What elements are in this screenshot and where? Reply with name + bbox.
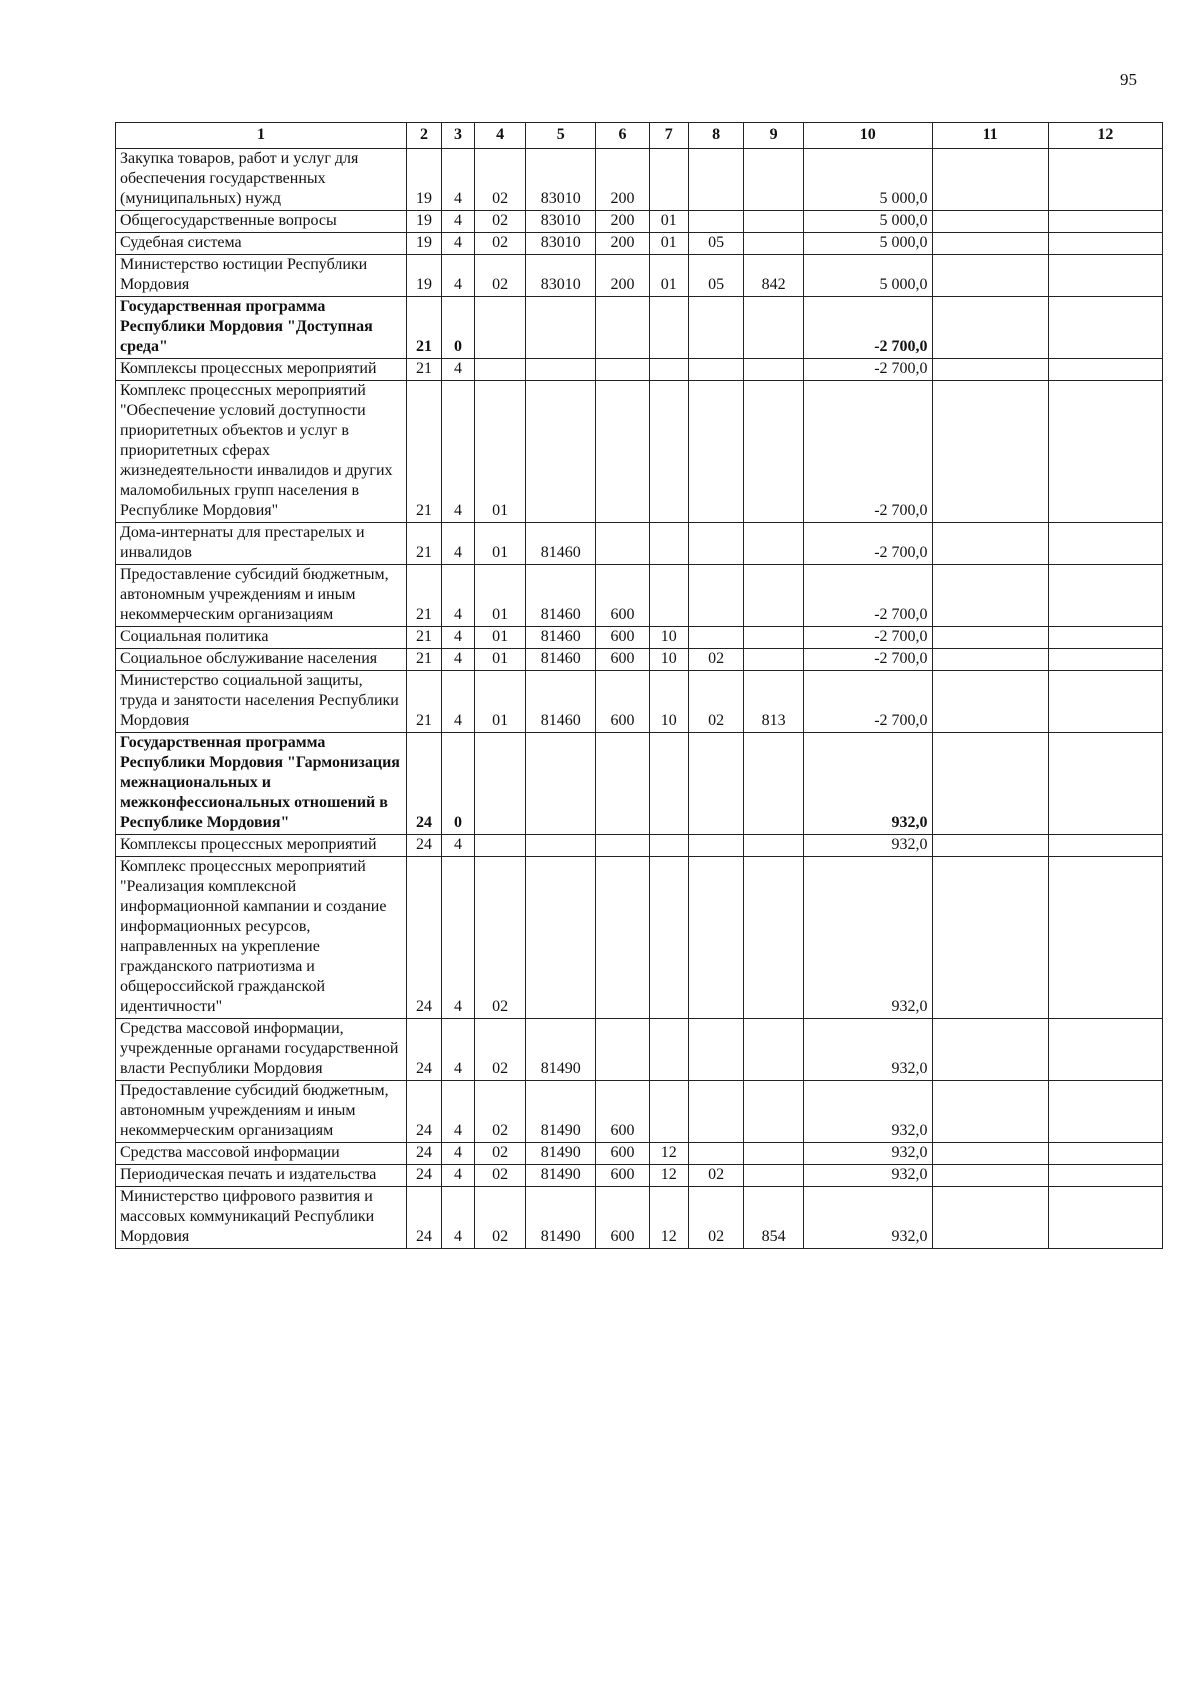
code-9-cell bbox=[744, 835, 804, 857]
code-4-cell: 01 bbox=[474, 523, 525, 565]
code-4-cell: 02 bbox=[474, 211, 525, 233]
table-row bbox=[116, 359, 1163, 381]
col-12-cell bbox=[1048, 857, 1162, 1019]
col-11-cell bbox=[932, 671, 1048, 733]
code-4-cell bbox=[474, 359, 525, 381]
code-7-cell: 12 bbox=[649, 1187, 688, 1249]
code-3-cell: 4 bbox=[442, 211, 475, 233]
code-9-cell bbox=[744, 297, 804, 359]
item-name-cell: Закупка товаров, работ и услуг для обеспечения государственных (муниципальных) нужд bbox=[116, 149, 407, 211]
amount-cell: 932,0 bbox=[803, 835, 932, 857]
code-2-cell: 19 bbox=[407, 211, 442, 233]
code-4-cell: 02 bbox=[474, 1187, 525, 1249]
code-5-cell: 83010 bbox=[526, 255, 596, 297]
code-3-cell: 4 bbox=[442, 565, 475, 627]
table-row bbox=[116, 381, 1163, 523]
col-11-cell bbox=[932, 627, 1048, 649]
code-8-cell bbox=[688, 523, 744, 565]
code-5-cell: 81460 bbox=[526, 523, 596, 565]
col-header-6: 6 bbox=[596, 123, 649, 149]
code-9-cell bbox=[744, 1165, 804, 1187]
item-name-cell: Социальное обслуживание населения bbox=[116, 649, 407, 671]
code-2-cell: 24 bbox=[407, 857, 442, 1019]
code-8-cell: 02 bbox=[688, 649, 744, 671]
code-7-cell bbox=[649, 149, 688, 211]
code-2-cell: 21 bbox=[407, 523, 442, 565]
code-6-cell: 600 bbox=[596, 627, 649, 649]
col-11-cell bbox=[932, 1143, 1048, 1165]
code-2-cell: 21 bbox=[407, 627, 442, 649]
code-7-cell bbox=[649, 857, 688, 1019]
code-5-cell: 81490 bbox=[526, 1019, 596, 1081]
code-7-cell: 01 bbox=[649, 255, 688, 297]
item-name-cell: Министерство юстиции Республики Мордовия bbox=[116, 255, 407, 297]
amount-cell: 5 000,0 bbox=[803, 255, 932, 297]
code-4-cell: 02 bbox=[474, 1019, 525, 1081]
code-7-cell bbox=[649, 1081, 688, 1143]
item-name-cell: Комплексы процессных мероприятий bbox=[116, 835, 407, 857]
code-3-cell: 4 bbox=[442, 523, 475, 565]
amount-cell: 932,0 bbox=[803, 857, 932, 1019]
table-row bbox=[116, 1081, 1163, 1143]
code-7-cell bbox=[649, 297, 688, 359]
code-2-cell: 21 bbox=[407, 565, 442, 627]
amount-cell: -2 700,0 bbox=[803, 297, 932, 359]
code-2-cell: 24 bbox=[407, 1165, 442, 1187]
table-row bbox=[116, 1165, 1163, 1187]
code-3-cell: 4 bbox=[442, 1081, 475, 1143]
code-8-cell bbox=[688, 857, 744, 1019]
code-7-cell bbox=[649, 523, 688, 565]
code-7-cell: 12 bbox=[649, 1143, 688, 1165]
code-9-cell bbox=[744, 1019, 804, 1081]
code-4-cell bbox=[474, 297, 525, 359]
code-4-cell: 02 bbox=[474, 149, 525, 211]
code-3-cell: 4 bbox=[442, 1165, 475, 1187]
code-9-cell: 813 bbox=[744, 671, 804, 733]
code-3-cell: 4 bbox=[442, 255, 475, 297]
item-name-cell: Комплексы процессных мероприятий bbox=[116, 359, 407, 381]
code-6-cell: 600 bbox=[596, 1081, 649, 1143]
table-row bbox=[116, 1019, 1163, 1081]
col-11-cell bbox=[932, 835, 1048, 857]
code-4-cell: 01 bbox=[474, 649, 525, 671]
code-7-cell: 10 bbox=[649, 627, 688, 649]
code-5-cell: 83010 bbox=[526, 233, 596, 255]
code-6-cell: 200 bbox=[596, 211, 649, 233]
code-9-cell: 854 bbox=[744, 1187, 804, 1249]
code-7-cell: 01 bbox=[649, 211, 688, 233]
table-row bbox=[116, 835, 1163, 857]
item-name-cell: Социальная политика bbox=[116, 627, 407, 649]
code-7-cell: 10 bbox=[649, 671, 688, 733]
code-5-cell: 83010 bbox=[526, 211, 596, 233]
code-7-cell bbox=[649, 1019, 688, 1081]
code-5-cell: 81460 bbox=[526, 565, 596, 627]
code-9-cell bbox=[744, 381, 804, 523]
amount-cell: 932,0 bbox=[803, 1187, 932, 1249]
code-2-cell: 21 bbox=[407, 381, 442, 523]
code-8-cell: 02 bbox=[688, 1187, 744, 1249]
code-6-cell: 600 bbox=[596, 1143, 649, 1165]
code-2-cell: 24 bbox=[407, 835, 442, 857]
code-3-cell: 4 bbox=[442, 671, 475, 733]
amount-cell: -2 700,0 bbox=[803, 649, 932, 671]
col-11-cell bbox=[932, 1165, 1048, 1187]
item-name-cell: Предоставление субсидий бюджетным, автономным учреждениям и иным некоммерческим организациям bbox=[116, 1081, 407, 1143]
code-9-cell bbox=[744, 649, 804, 671]
amount-cell: 932,0 bbox=[803, 1019, 932, 1081]
item-name-cell: Средства массовой информации bbox=[116, 1143, 407, 1165]
item-name-cell: Предоставление субсидий бюджетным, автономным учреждениям и иным некоммерческим организациям bbox=[116, 565, 407, 627]
code-6-cell bbox=[596, 297, 649, 359]
col-11-cell bbox=[932, 211, 1048, 233]
col-12-cell bbox=[1048, 1019, 1162, 1081]
amount-cell: 932,0 bbox=[803, 1165, 932, 1187]
col-header-8: 8 bbox=[688, 123, 744, 149]
col-header-2: 2 bbox=[407, 123, 442, 149]
col-12-cell bbox=[1048, 359, 1162, 381]
amount-cell: 932,0 bbox=[803, 1081, 932, 1143]
code-3-cell: 4 bbox=[442, 381, 475, 523]
amount-cell: 5 000,0 bbox=[803, 233, 932, 255]
code-5-cell: 81490 bbox=[526, 1165, 596, 1187]
code-6-cell: 600 bbox=[596, 671, 649, 733]
code-6-cell bbox=[596, 381, 649, 523]
code-6-cell bbox=[596, 857, 649, 1019]
code-9-cell bbox=[744, 233, 804, 255]
col-12-cell bbox=[1048, 649, 1162, 671]
table-row bbox=[116, 1143, 1163, 1165]
item-name-cell: Министерство цифрового развития и массовых коммуникаций Республики Мордовия bbox=[116, 1187, 407, 1249]
amount-cell: 932,0 bbox=[803, 1143, 932, 1165]
col-12-cell bbox=[1048, 381, 1162, 523]
table-row bbox=[116, 671, 1163, 733]
code-4-cell bbox=[474, 733, 525, 835]
code-4-cell: 02 bbox=[474, 857, 525, 1019]
code-8-cell: 02 bbox=[688, 1165, 744, 1187]
col-12-cell bbox=[1048, 671, 1162, 733]
col-11-cell bbox=[932, 523, 1048, 565]
code-6-cell: 200 bbox=[596, 255, 649, 297]
code-8-cell bbox=[688, 835, 744, 857]
code-8-cell bbox=[688, 359, 744, 381]
code-3-cell: 4 bbox=[442, 233, 475, 255]
code-9-cell bbox=[744, 1081, 804, 1143]
code-5-cell bbox=[526, 381, 596, 523]
code-5-cell bbox=[526, 857, 596, 1019]
col-11-cell bbox=[932, 359, 1048, 381]
code-5-cell: 81460 bbox=[526, 671, 596, 733]
item-name-cell: Государственная программа Республики Мордовия "Гармонизация межнациональных и межконфессиональных отношений в Республике Мордовия" bbox=[116, 733, 407, 835]
col-11-cell bbox=[932, 1081, 1048, 1143]
code-3-cell: 0 bbox=[442, 733, 475, 835]
col-11-cell bbox=[932, 297, 1048, 359]
col-12-cell bbox=[1048, 297, 1162, 359]
code-3-cell: 4 bbox=[442, 359, 475, 381]
table-row bbox=[116, 1187, 1163, 1249]
col-header-9: 9 bbox=[744, 123, 804, 149]
header-row bbox=[116, 123, 1163, 149]
table-row bbox=[116, 733, 1163, 835]
code-3-cell: 4 bbox=[442, 1187, 475, 1249]
code-6-cell: 200 bbox=[596, 233, 649, 255]
code-8-cell bbox=[688, 627, 744, 649]
table-row bbox=[116, 211, 1163, 233]
code-5-cell bbox=[526, 733, 596, 835]
code-3-cell: 4 bbox=[442, 857, 475, 1019]
code-6-cell bbox=[596, 523, 649, 565]
col-12-cell bbox=[1048, 1081, 1162, 1143]
col-header-5: 5 bbox=[526, 123, 596, 149]
code-2-cell: 24 bbox=[407, 733, 442, 835]
table-row bbox=[116, 565, 1163, 627]
table-body bbox=[116, 149, 1163, 1249]
code-6-cell: 200 bbox=[596, 149, 649, 211]
code-6-cell: 600 bbox=[596, 649, 649, 671]
item-name-cell: Общегосударственные вопросы bbox=[116, 211, 407, 233]
code-9-cell bbox=[744, 359, 804, 381]
code-7-cell: 12 bbox=[649, 1165, 688, 1187]
code-6-cell bbox=[596, 835, 649, 857]
code-4-cell: 01 bbox=[474, 381, 525, 523]
code-9-cell bbox=[744, 211, 804, 233]
col-12-cell bbox=[1048, 233, 1162, 255]
col-header-12: 12 bbox=[1048, 123, 1162, 149]
col-11-cell bbox=[932, 565, 1048, 627]
code-9-cell bbox=[744, 733, 804, 835]
code-7-cell bbox=[649, 565, 688, 627]
col-11-cell bbox=[932, 649, 1048, 671]
table-row bbox=[116, 255, 1163, 297]
code-5-cell: 81490 bbox=[526, 1081, 596, 1143]
code-7-cell bbox=[649, 381, 688, 523]
col-12-cell bbox=[1048, 1143, 1162, 1165]
code-9-cell bbox=[744, 1143, 804, 1165]
code-3-cell: 4 bbox=[442, 1143, 475, 1165]
col-12-cell bbox=[1048, 1165, 1162, 1187]
col-12-cell bbox=[1048, 835, 1162, 857]
item-name-cell: Комплекс процессных мероприятий "Обеспечение условий доступности приоритетных объектов и услуг в приоритетных сферах жизнедеятельности инвалидов и других маломобильных групп населения в Республике Мордовия" bbox=[116, 381, 407, 523]
col-12-cell bbox=[1048, 627, 1162, 649]
code-3-cell: 4 bbox=[442, 1019, 475, 1081]
code-2-cell: 24 bbox=[407, 1019, 442, 1081]
code-8-cell: 05 bbox=[688, 255, 744, 297]
amount-cell: -2 700,0 bbox=[803, 565, 932, 627]
col-12-cell bbox=[1048, 1187, 1162, 1249]
code-8-cell bbox=[688, 149, 744, 211]
code-6-cell: 600 bbox=[596, 1187, 649, 1249]
code-8-cell: 02 bbox=[688, 671, 744, 733]
code-4-cell: 02 bbox=[474, 1081, 525, 1143]
amount-cell: 5 000,0 bbox=[803, 149, 932, 211]
code-3-cell: 4 bbox=[442, 835, 475, 857]
code-5-cell bbox=[526, 297, 596, 359]
col-header-1: 1 bbox=[116, 123, 407, 149]
code-9-cell bbox=[744, 149, 804, 211]
amount-cell: 5 000,0 bbox=[803, 211, 932, 233]
table-row bbox=[116, 149, 1163, 211]
col-header-7: 7 bbox=[649, 123, 688, 149]
code-9-cell bbox=[744, 627, 804, 649]
code-8-cell bbox=[688, 1143, 744, 1165]
code-5-cell: 83010 bbox=[526, 149, 596, 211]
col-header-10: 10 bbox=[803, 123, 932, 149]
code-6-cell bbox=[596, 359, 649, 381]
col-11-cell bbox=[932, 733, 1048, 835]
col-12-cell bbox=[1048, 733, 1162, 835]
code-8-cell bbox=[688, 297, 744, 359]
code-5-cell: 81490 bbox=[526, 1143, 596, 1165]
col-12-cell bbox=[1048, 255, 1162, 297]
table-row bbox=[116, 857, 1163, 1019]
code-2-cell: 19 bbox=[407, 149, 442, 211]
col-11-cell bbox=[932, 233, 1048, 255]
code-3-cell: 0 bbox=[442, 297, 475, 359]
table-row bbox=[116, 233, 1163, 255]
item-name-cell: Комплекс процессных мероприятий "Реализация комплексной информационной кампании и создание информационных ресурсов, направленных на укрепление гражданского патриотизма и общероссийской гражданской идентичности" bbox=[116, 857, 407, 1019]
code-2-cell: 24 bbox=[407, 1143, 442, 1165]
item-name-cell: Судебная система bbox=[116, 233, 407, 255]
code-8-cell bbox=[688, 211, 744, 233]
col-header-4: 4 bbox=[474, 123, 525, 149]
budget-table bbox=[115, 122, 1163, 1249]
code-2-cell: 19 bbox=[407, 255, 442, 297]
table-row bbox=[116, 297, 1163, 359]
col-header-3: 3 bbox=[442, 123, 475, 149]
code-5-cell: 81460 bbox=[526, 649, 596, 671]
page-number: 95 bbox=[1120, 70, 1137, 89]
code-5-cell: 81460 bbox=[526, 627, 596, 649]
item-name-cell: Государственная программа Республики Мордовия "Доступная среда" bbox=[116, 297, 407, 359]
code-8-cell bbox=[688, 565, 744, 627]
code-9-cell bbox=[744, 857, 804, 1019]
code-8-cell: 05 bbox=[688, 233, 744, 255]
code-6-cell: 600 bbox=[596, 1165, 649, 1187]
col-11-cell bbox=[932, 149, 1048, 211]
amount-cell: -2 700,0 bbox=[803, 627, 932, 649]
amount-cell: 932,0 bbox=[803, 733, 932, 835]
code-8-cell bbox=[688, 381, 744, 523]
table-row bbox=[116, 649, 1163, 671]
code-4-cell: 02 bbox=[474, 1165, 525, 1187]
code-5-cell bbox=[526, 835, 596, 857]
code-3-cell: 4 bbox=[442, 149, 475, 211]
amount-cell: -2 700,0 bbox=[803, 671, 932, 733]
code-7-cell bbox=[649, 359, 688, 381]
code-4-cell: 02 bbox=[474, 1143, 525, 1165]
code-5-cell: 81490 bbox=[526, 1187, 596, 1249]
code-2-cell: 21 bbox=[407, 297, 442, 359]
item-name-cell: Средства массовой информации, учрежденные органами государственной власти Республики Мордовия bbox=[116, 1019, 407, 1081]
col-11-cell bbox=[932, 381, 1048, 523]
code-4-cell: 01 bbox=[474, 627, 525, 649]
code-6-cell bbox=[596, 1019, 649, 1081]
code-8-cell bbox=[688, 1081, 744, 1143]
code-4-cell bbox=[474, 835, 525, 857]
amount-cell: -2 700,0 bbox=[803, 381, 932, 523]
col-12-cell bbox=[1048, 565, 1162, 627]
code-9-cell bbox=[744, 523, 804, 565]
amount-cell: -2 700,0 bbox=[803, 523, 932, 565]
code-2-cell: 19 bbox=[407, 233, 442, 255]
col-11-cell bbox=[932, 1019, 1048, 1081]
code-5-cell bbox=[526, 359, 596, 381]
code-7-cell bbox=[649, 733, 688, 835]
code-2-cell: 21 bbox=[407, 359, 442, 381]
code-4-cell: 01 bbox=[474, 565, 525, 627]
code-8-cell bbox=[688, 733, 744, 835]
code-7-cell: 01 bbox=[649, 233, 688, 255]
code-4-cell: 01 bbox=[474, 671, 525, 733]
amount-cell: -2 700,0 bbox=[803, 359, 932, 381]
code-9-cell bbox=[744, 565, 804, 627]
code-6-cell bbox=[596, 733, 649, 835]
col-11-cell bbox=[932, 1187, 1048, 1249]
table-row bbox=[116, 523, 1163, 565]
col-header-11: 11 bbox=[932, 123, 1048, 149]
code-6-cell: 600 bbox=[596, 565, 649, 627]
col-12-cell bbox=[1048, 211, 1162, 233]
code-4-cell: 02 bbox=[474, 255, 525, 297]
code-2-cell: 21 bbox=[407, 649, 442, 671]
item-name-cell: Дома-интернаты для престарелых и инвалидов bbox=[116, 523, 407, 565]
col-11-cell bbox=[932, 857, 1048, 1019]
code-2-cell: 24 bbox=[407, 1081, 442, 1143]
col-12-cell bbox=[1048, 523, 1162, 565]
col-11-cell bbox=[932, 255, 1048, 297]
code-3-cell: 4 bbox=[442, 649, 475, 671]
item-name-cell: Периодическая печать и издательства bbox=[116, 1165, 407, 1187]
col-12-cell bbox=[1048, 149, 1162, 211]
table-row bbox=[116, 627, 1163, 649]
code-8-cell bbox=[688, 1019, 744, 1081]
code-9-cell: 842 bbox=[744, 255, 804, 297]
code-7-cell: 10 bbox=[649, 649, 688, 671]
code-2-cell: 24 bbox=[407, 1187, 442, 1249]
code-4-cell: 02 bbox=[474, 233, 525, 255]
item-name-cell: Министерство социальной защиты, труда и занятости населения Республики Мордовия bbox=[116, 671, 407, 733]
code-2-cell: 21 bbox=[407, 671, 442, 733]
code-3-cell: 4 bbox=[442, 627, 475, 649]
code-7-cell bbox=[649, 835, 688, 857]
